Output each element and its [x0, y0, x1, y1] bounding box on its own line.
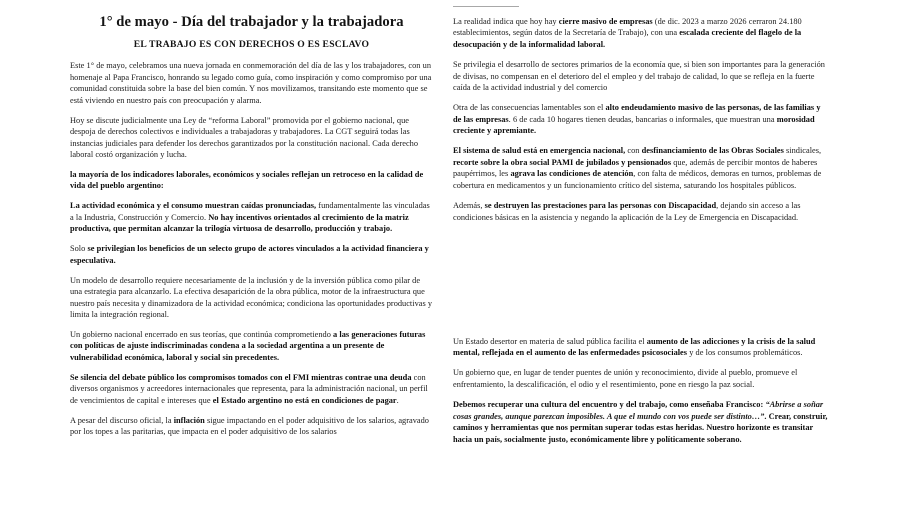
text-run-bold: El sistema de salud está en emergencia nacional, — [453, 146, 626, 156]
text-run-bold: agrava las condiciones de atención — [510, 169, 634, 179]
paragraph-endeudamiento — [453, 102, 830, 136]
paragraph-cierre-francisco — [453, 399, 830, 445]
paragraph-indicadores — [70, 169, 433, 192]
paragraph-actividad-economica — [70, 200, 433, 234]
paragraph-modelo-desarrollo — [70, 275, 433, 321]
text-run-bold: aumento de las adicciones y la crisis de la salud mental, reflejada en el aumento de las enfermedades psicosociales — [453, 336, 816, 358]
text-run-bold: La actividad económica y el consumo muestran caídas pronunciadas, — [70, 201, 317, 211]
text-run: Un Estado desertor en materia de salud pública facilita el — [453, 336, 647, 346]
text-run-bold: escalada creciente del flagelo de la desocupación y de la informalidad laboral. — [453, 28, 802, 49]
paragraph-gobierno-nacional — [70, 329, 433, 363]
text-run: . — [396, 395, 399, 405]
text-run-bold: se destruyen las prestaciones para las personas con Discapacidad — [484, 201, 717, 211]
text-run: (de dic. 2023 a marzo 2026 cerraron 24.180 establecimientos, según datos de la Secretaría de Trabajo), con una — [453, 17, 802, 38]
text-run-bold: la mayoría de los indicadores laborales, económicos y sociales reflejan un retroceso en la calidad de vida del pueblo argentino: — [70, 169, 424, 191]
text-run: Se privilegia el desarrollo de sectores primarios de la economía que, si bien son importantes para la generación de divisas, no compensan en el deterioro del el empleo y del trabajo de calidad, lo que se refleja en la fuerte caída de la actividad industrial y del comercio — [453, 60, 825, 93]
text-run-bold: No hay incentivos orientados al crecimiento de la matriz productiva, que permitan alcanzar la trilogía virtuosa de desarrollo, producción y trabajo. — [70, 212, 409, 234]
paragraph-cierre-empresas — [453, 16, 830, 50]
text-run-bold: el Estado argentino no está en condiciones de pagar — [212, 395, 397, 405]
paragraph-gobierno-division — [453, 367, 830, 390]
text-run-bold: Debemos recuperar una cultura del encuentro y del trabajo, como enseñaba Francisco: — [453, 400, 766, 410]
text-run: sindicales, — [783, 146, 822, 156]
left-column — [0, 0, 445, 446]
text-run-bold: recorte sobre la obra social PAMI de jubilados y pensionados — [453, 157, 672, 167]
text-run-bold: se privilegian los beneficios de un selecto grupo de actores vinculados a la actividad financiera y especulativa. — [70, 244, 429, 265]
text-run: sigue impactando en el poder adquisitivo de los salarios, agravado por los topes a las paritarias, que impacta en el poder adquisitivo de los salarios — [70, 415, 429, 437]
paragraph-privilegios — [70, 243, 433, 266]
text-run: Otra de las consecuencias lamentables son el — [453, 103, 606, 113]
column-whitespace-gap — [453, 232, 830, 336]
text-run-bold: a las generaciones futuras con políticas de ajuste indiscriminadas condena a la sociedad argentina a un presente de vulnerabilidad económica, laboral y social sin precedentes. — [70, 329, 426, 362]
page-title: 1° de mayo - Día del trabajador y la trabajadora — [99, 14, 404, 30]
right-column — [445, 0, 900, 454]
text-run: Este 1° de mayo, celebramos una nueva jornada en conmemoración del día de las y los trabajadores, con un homenaje al Papa Francisco, honrando su legado como guía, como inspiración y como compromiso por una comunidad constituida sobre la base del bien común. Y nos movilizamos, transitando este momento que se está viviendo en nuestro país con preocupación y alarma. — [70, 61, 432, 105]
text-run-bold: cierre masivo de empresas — [558, 17, 653, 26]
text-run: con diversos organismos y acreedores internacionales que representa, para la administración nacional, un perfil de vencimientos de capital e intereses que — [70, 372, 428, 405]
text-run: Además, — [453, 201, 485, 211]
text-run: y de los consumos problemáticos. — [687, 348, 803, 358]
text-run-bold: alto endeudamiento masivo de las personas, de las familias y de las empresas — [453, 103, 821, 124]
paragraph-salud-emergencia — [453, 145, 830, 191]
text-run-bold: . Crear, construir, caminos y herramientas que nos permitan superar todas estas heridas. Nuestro horizonte es transitar hacia un país, socialmente justo, económicamente libre y políticamente soberano. — [453, 411, 828, 444]
page-subtitle: EL TRABAJO ES CON DERECHOS O ES ESCLAVO — [133, 38, 370, 50]
paragraph-discapacidad — [453, 200, 830, 223]
paragraph-estado-desertor — [453, 336, 830, 359]
text-run: Un modelo de desarrollo requiere necesariamente de la inclusión y de la inversión pública como pilar de una estrategia para alcanzarlo. La efectiva desaparición de la obra pública, motor de la infraestructura que nuestro país necesita y dinamizadora de la actividad económica; condiciona las oportunidades productivas y limita la integración regional. — [70, 275, 433, 319]
paragraph-intro — [70, 60, 433, 106]
text-run-bold: morosidad creciente y apremiante. — [453, 114, 815, 136]
text-run: que, además de percibir montos de haberes paupérrimos, les — [453, 157, 818, 179]
text-run: fundamentalmente las vinculadas a la Industria, Construcción y Comercio. — [70, 201, 430, 222]
text-run: con — [625, 146, 642, 156]
text-run-bold: desfinanciamiento de las Obras Sociales — [641, 146, 784, 156]
text-run: . 6 de cada 10 hogares tienen deudas, bancarias o informales, que muestran una — [508, 114, 777, 124]
text-run: Solo — [70, 244, 88, 254]
right-column-body — [453, 16, 830, 445]
text-run: , dejando sin acceso a las condiciones básicas en la asistencia y negando la aplicación de la Ley de Emergencia en Discapacidad. — [453, 201, 801, 222]
text-run: A pesar del discurso oficial, la — [70, 415, 174, 425]
text-run: Un gobierno que, en lugar de tender puentes de unión y reconocimiento, divide al pueblo, promueve el enfrentamiento, la descalificación, el odio y el resentimiento, pone en riesgo la paz social. — [453, 368, 798, 389]
text-run: Un gobierno nacional encerrado en sus teorías, que continúa comprometiendo — [70, 329, 334, 339]
text-run-bold: Se silencia del debate público los compromisos tomados con el FMI mientras contrae una deuda — [70, 372, 412, 382]
text-run-bold: inflación — [173, 415, 205, 425]
paragraph-inflacion — [70, 415, 433, 438]
paragraph-sectores-primarios — [453, 59, 830, 93]
paragraph-reforma-laboral — [70, 115, 433, 161]
left-column-body — [70, 60, 433, 437]
text-run: La realidad indica que hoy hay — [453, 17, 559, 26]
page-break-rule — [453, 6, 519, 7]
paragraph-fmi-deuda — [70, 372, 433, 406]
text-run-bold-italic-quote: “Abrirse a soñar cosas grandes, aunque parezcan imposibles. A que el mundo con vos puede ser distinto…” — [453, 400, 824, 421]
text-run: , con falta de médicos, demoras en turnos, problemas de cobertura en medicamentos y un funcionamiento crítico del sistema, saturando los hospitales públicos. — [453, 169, 822, 190]
text-run: Hoy se discute judicialmente una Ley de “reforma Laboral” promovida por el gobierno nacional, que despoja de derechos colectivos e individuales a trabajadoras y trabajadores. La CGT seguirá todas las instancias judiciales para defender los derechos garantizados por la constitución nacional. Cada derecho laboral costó organización y lucha. — [70, 115, 419, 159]
